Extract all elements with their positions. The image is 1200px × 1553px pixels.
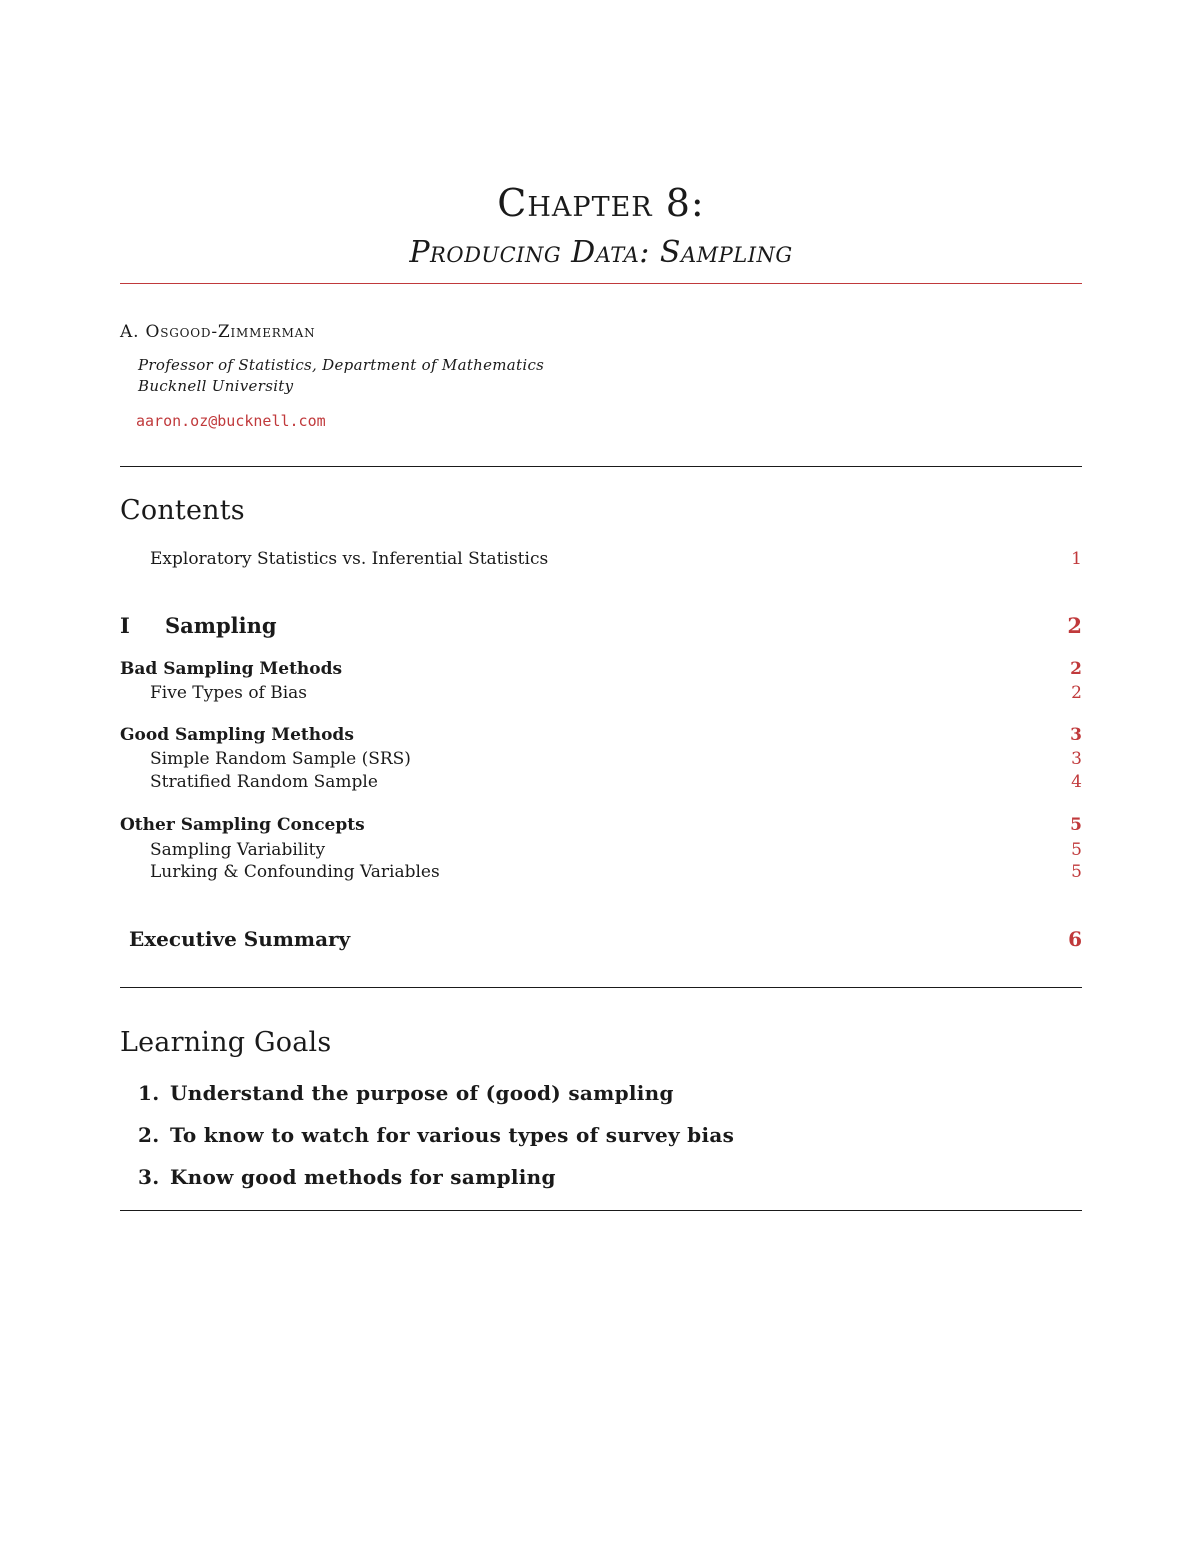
toc-section-bad-sampling[interactable] [120,659,1082,679]
learning-goal-item [138,1081,674,1105]
learning-goal-item [138,1165,556,1189]
learning-goals-heading: Learning Goals [120,1027,332,1058]
toc-section-page: 3 [1070,725,1082,745]
toc-section-label: Bad Sampling Methods [120,659,343,679]
author-affiliation-department: Professor of Statistics, Department of Mathematics [138,356,545,374]
toc-subsection-srs[interactable] [120,749,1082,769]
author-affiliation-university: Bucknell University [138,377,294,395]
learning-goal-number: 2. [138,1123,160,1147]
toc-subsection-label: Sampling Variability [150,840,326,860]
toc-part-label: Sampling [165,613,277,638]
toc-section-page: 5 [1070,815,1082,835]
toc-subsection-lurking-variables[interactable] [120,862,1082,882]
contents-divider [120,987,1082,988]
toc-part-page: 2 [1067,613,1082,638]
learning-goal-item [138,1123,734,1147]
learning-goal-text: To know to watch for various types of survey bias [170,1123,735,1147]
learning-goal-number: 3. [138,1165,160,1189]
chapter-title: Chapter 8: [497,181,705,225]
toc-exec-label: Executive Summary [129,927,351,951]
toc-entry-page: 1 [1071,549,1082,569]
contents-heading: Contents [120,495,245,526]
toc-subsection-page: 4 [1071,772,1082,792]
toc-section-other-concepts[interactable] [120,815,1082,835]
author-divider [120,466,1082,467]
toc-executive-summary[interactable] [120,927,1082,951]
toc-part-title [120,613,277,638]
document-page [120,0,1082,1553]
learning-goal-text: Understand the purpose of (good) sampling [170,1081,674,1105]
toc-part-number: I [120,613,130,638]
author-email-link[interactable]: aaron.oz@bucknell.com [136,412,326,430]
toc-section-label: Good Sampling Methods [120,725,354,745]
toc-subsection-five-types-of-bias[interactable] [120,683,1082,703]
learning-goal-text: Know good methods for sampling [170,1165,556,1189]
toc-section-label: Other Sampling Concepts [120,815,365,835]
toc-subsection-page: 5 [1071,862,1082,882]
title-divider [120,283,1082,284]
toc-exec-page: 6 [1068,927,1082,951]
toc-subsection-page: 2 [1071,683,1082,703]
toc-subsection-sampling-variability[interactable] [120,840,1082,860]
toc-part-sampling[interactable] [120,613,1082,638]
toc-subsection-page: 3 [1071,749,1082,769]
chapter-subtitle: Producing Data: Sampling [409,235,793,270]
toc-entry-label: Exploratory Statistics vs. Inferential Statistics [150,549,549,569]
title-block [120,178,1082,274]
toc-section-page: 2 [1070,659,1082,679]
toc-subsection-page: 5 [1071,840,1082,860]
learning-goal-number: 1. [138,1081,160,1105]
toc-subsection-label: Lurking & Confounding Variables [150,862,440,882]
learning-goals-divider [120,1210,1082,1211]
toc-subsection-label: Five Types of Bias [150,683,308,703]
toc-subsection-stratified[interactable] [120,772,1082,792]
toc-subsection-label: Simple Random Sample (SRS) [150,749,411,769]
toc-entry-intro[interactable] [120,549,1082,569]
toc-section-good-sampling[interactable] [120,725,1082,745]
toc-subsection-label: Stratified Random Sample [150,772,378,792]
author-name: A. Osgood-Zimmerman [120,322,316,342]
